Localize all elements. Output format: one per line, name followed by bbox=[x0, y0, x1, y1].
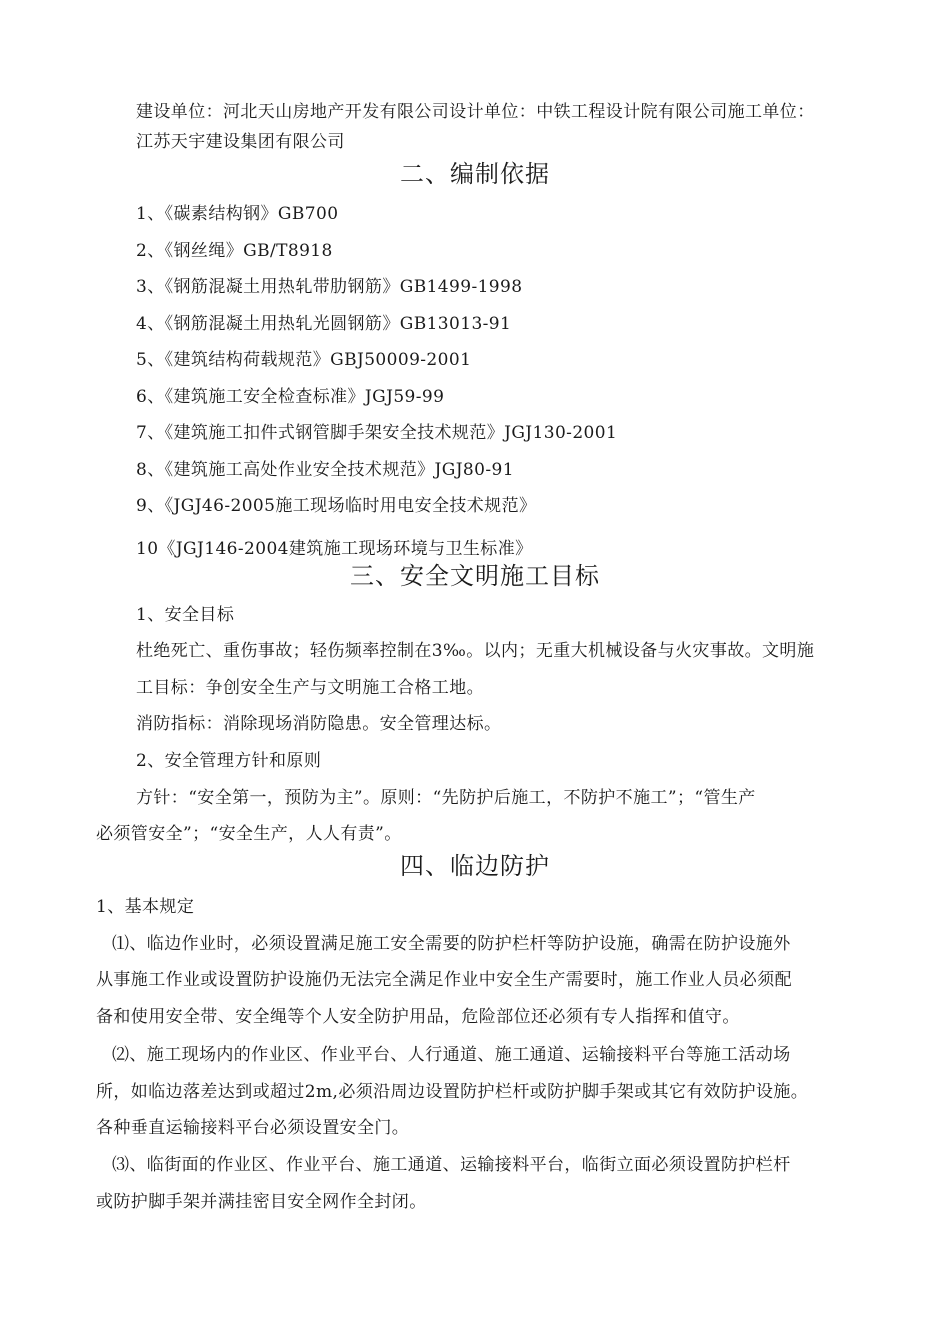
basis-item-1: 1、《碳素结构钢》GB700 bbox=[136, 204, 339, 224]
basis-item-6: 6、《建筑施工安全检查标准》JGJ59-99 bbox=[136, 387, 445, 407]
rule-3-line-1: ⑶、临街面的作业区、作业平台、施工通道、运输接料平台，临街立面必须设置防护栏杆 bbox=[112, 1155, 791, 1175]
basis-item-4: 4、《钢筋混凝土用热轧光圆钢筋》GB13013-91 bbox=[136, 314, 512, 334]
basis-item-9: 9、《JGJ46-2005施工现场临时用电安全技术规范》 bbox=[136, 496, 537, 516]
basis-item-5: 5、《建筑结构荷载规范》GBJ50009-2001 bbox=[136, 350, 472, 370]
rule-1-line-3: 备和使用安全带、安全绳等个人安全防护用品，危险部位还必须有专人指挥和值守。 bbox=[96, 1007, 740, 1027]
basis-item-10: 10《JGJ146-2004建筑施工现场环境与卫生标准》 bbox=[136, 539, 533, 559]
rule-1-line-2: 从事施工作业或设置防护设施仍无法完全满足作业中安全生产需要时，施工作业人员必须配 bbox=[96, 970, 792, 990]
section-3-title: 三、安全文明施工目标 bbox=[350, 562, 600, 590]
basis-item-8: 8、《建筑施工高处作业安全技术规范》JGJ80-91 bbox=[136, 460, 514, 480]
policy-line-1: 方针：“安全第一，预防为主”。原则：“先防护后施工，不防护不施工”；“管生产 bbox=[136, 788, 756, 808]
rule-1-line-1: ⑴、临边作业时，必须设置满足施工安全需要的防护栏杆等防护设施，确需在防护设施外 bbox=[112, 934, 791, 954]
policy-line-2: 必须管安全”；“安全生产，人人有责”。 bbox=[96, 824, 402, 844]
fire-target: 消防指标：消除现场消防隐患。安全管理达标。 bbox=[136, 714, 502, 734]
basis-item-7: 7、《建筑施工扣件式钢管脚手架安全技术规范》JGJ130-2001 bbox=[136, 423, 618, 443]
intro-line-1: 建设单位：河北天山房地产开发有限公司设计单位：中铁工程设计院有限公司施工单位： bbox=[136, 102, 815, 122]
basis-item-2: 2、《钢丝绳》GB/T8918 bbox=[136, 241, 333, 261]
rule-3-line-2: 或防护脚手架并满挂密目安全网作全封闭。 bbox=[96, 1192, 427, 1212]
basic-rules-heading: 1、基本规定 bbox=[96, 897, 195, 917]
intro-line-2: 江苏天宇建设集团有限公司 bbox=[136, 132, 345, 152]
section-2-title: 二、编制依据 bbox=[400, 160, 550, 188]
section-4-title: 四、临边防护 bbox=[400, 852, 550, 880]
basis-item-3: 3、《钢筋混凝土用热轧带肋钢筋》GB1499-1998 bbox=[136, 277, 523, 297]
rule-2-line-2: 所，如临边落差达到或超过2m,必须沿周边设置防护栏杆或防护脚手架或其它有效防护设施。 bbox=[96, 1082, 809, 1102]
rule-2-line-3: 各种垂直运输接料平台必须设置安全门。 bbox=[96, 1118, 410, 1138]
policy-heading: 2、安全管理方针和原则 bbox=[136, 751, 322, 771]
safety-goal-line-2: 工目标：争创安全生产与文明施工合格工地。 bbox=[136, 678, 484, 698]
safety-goal-heading: 1、安全目标 bbox=[136, 605, 235, 625]
safety-goal-line-1: 杜绝死亡、重伤事故；轻伤频率控制在3‰。以内；无重大机械设备与火灾事故。文明施 bbox=[136, 641, 815, 661]
rule-2-line-1: ⑵、施工现场内的作业区、作业平台、人行通道、施工通道、运输接料平台等施工活动场 bbox=[112, 1045, 791, 1065]
